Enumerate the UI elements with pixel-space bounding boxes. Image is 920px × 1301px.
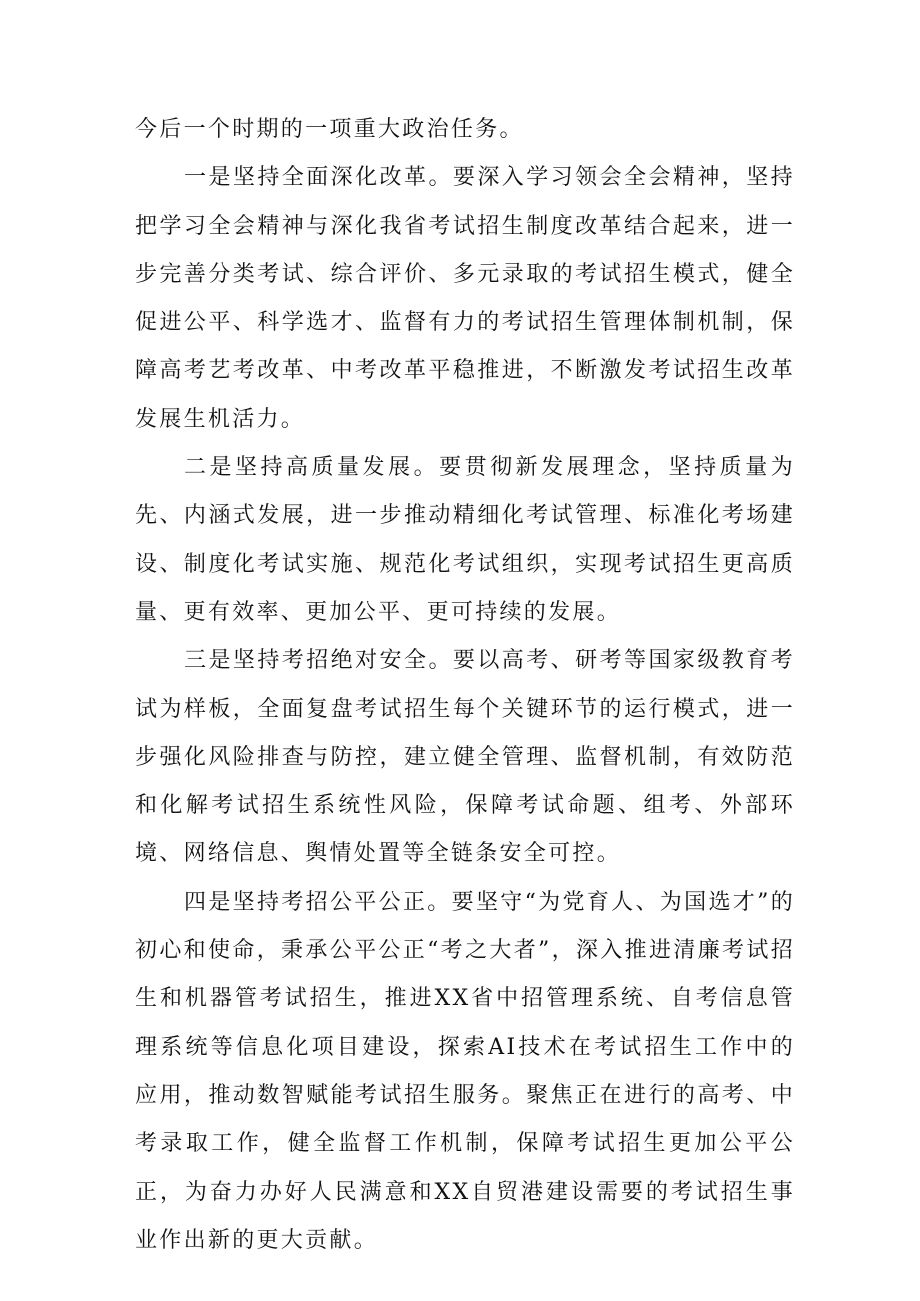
paragraph-fairness: 四是坚持考招公平公正。要坚守“为党育人、为国选才”的初心和使命，秉承公平公正“考之大者”，深入推进清廉考试招生和机器管考试招生，推进XX省中招管理系统、自考信息管理系统等信息化项目建设，探索AI技术在考试招生工作中的应用，推动数智赋能考试招生服务。聚焦正在进行的高考、中考录取工作，健全监督工作机制，保障考试招生更加公平公正，为奋力办好人民满意和XX自贸港建设需要的考试招生事业作出新的更大贡献。 bbox=[135, 889, 795, 1253]
paragraph-quality: 二是坚持高质量发展。要贯彻新发展理念，坚持质量为先、内涵式发展，进一步推动精细化考试管理、标准化考场建设、制度化考试实施、规范化考试组织，实现考试招生更高质量、更有效率、更加公平、更可持续的发展。 bbox=[135, 455, 795, 625]
paragraph-safety: 三是坚持考招绝对安全。要以高考、研考等国家级教育考试为样板，全面复盘考试招生每个关键环节的运行模式，进一步强化风险排查与防控，建立健全管理、监督机制，有效防范和化解考试招生系统性风险，保障考试命题、组考、外部环境、网络信息、舆情处置等全链条安全可控。 bbox=[135, 648, 795, 867]
paragraph-continuation: 今后一个时期的一项重大政治任务。 bbox=[135, 117, 524, 142]
paragraph-reform: 一是坚持全面深化改革。要深入学习领会全会精神，坚持把学习全会精神与深化我省考试招生制度改革结合起来，进一步完善分类考试、综合评价、多元录取的考试招生模式，健全促进公平、科学选才、监督有力的考试招生管理体制机制，保障高考艺考改革、中考改革平稳推进，不断激发考试招生改革发展生机活力。 bbox=[135, 165, 795, 432]
document-body bbox=[135, 106, 795, 1265]
